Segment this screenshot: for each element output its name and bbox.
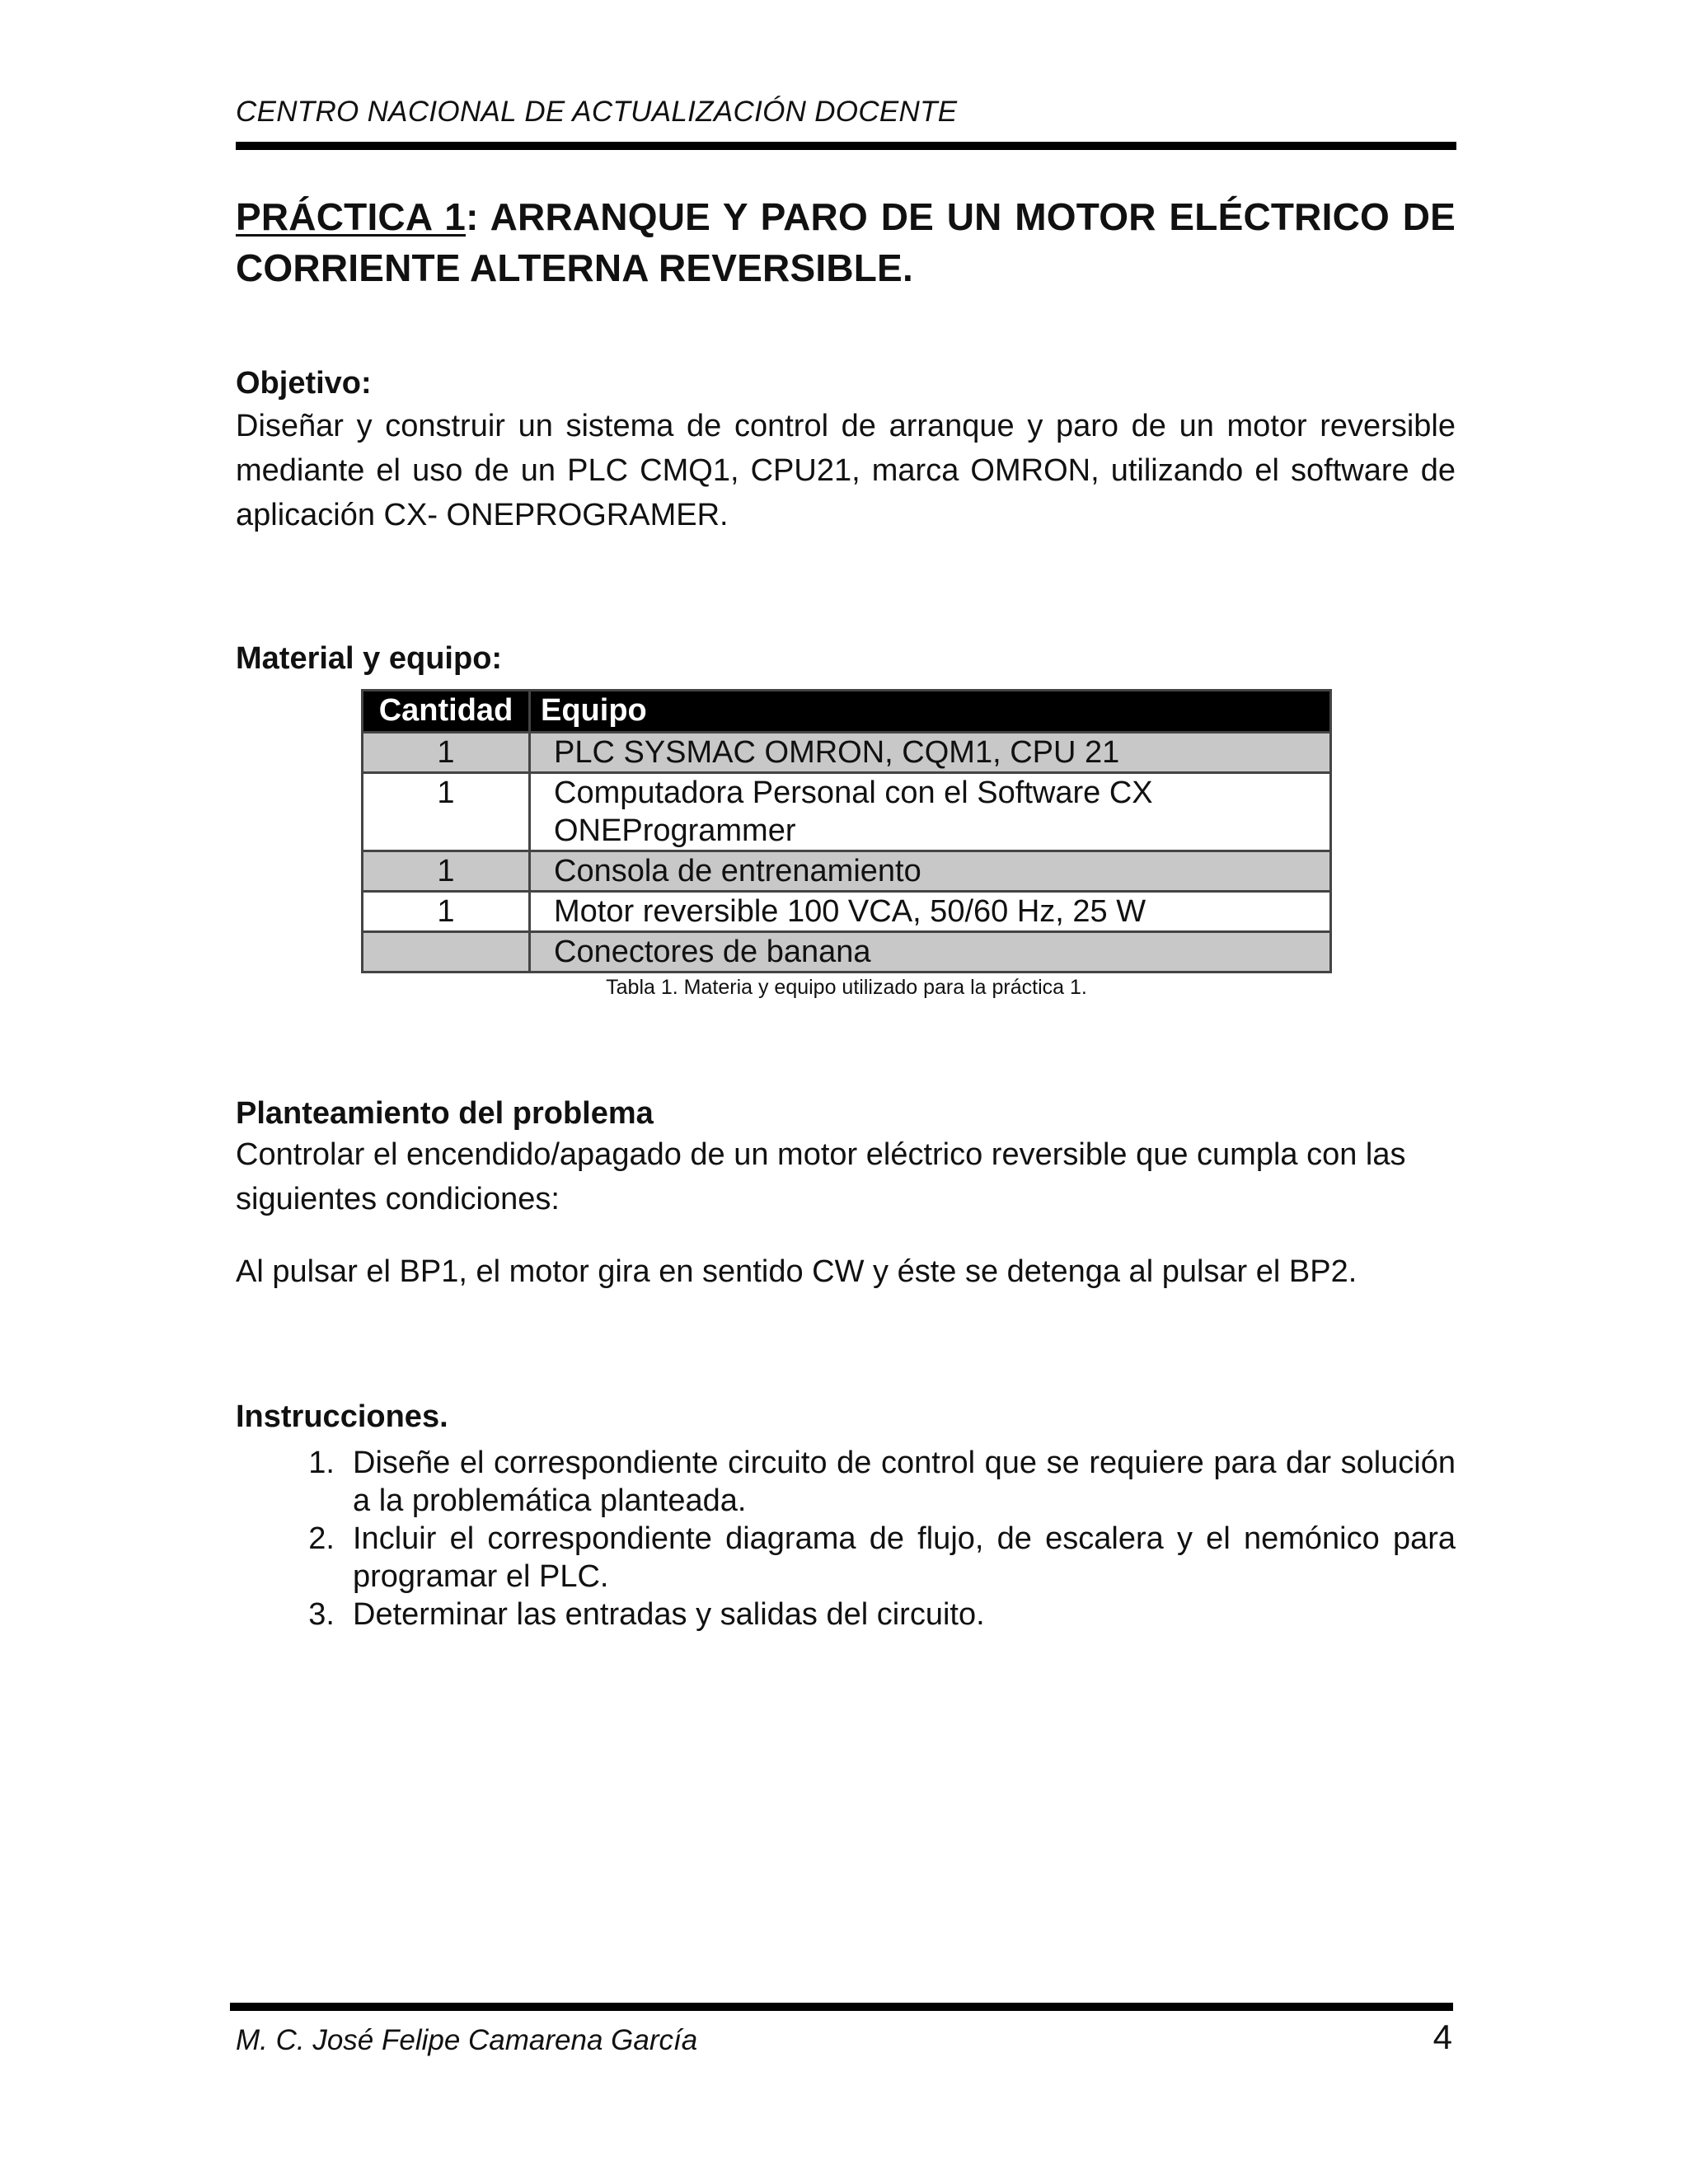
list-item-text: Diseñe el correspondiente circuito de control que se requiere para dar solución a la problemática planteada. <box>353 1446 1456 1518</box>
practice-title-prefix: PRÁCTICA 1 <box>236 195 467 238</box>
list-item <box>236 1444 1456 1520</box>
list-item-number: 1. <box>308 1446 335 1480</box>
table-header-row <box>363 691 1331 733</box>
material-heading: Material y equipo: <box>236 641 503 676</box>
list-item-number: 2. <box>308 1521 335 1556</box>
list-item <box>236 1596 1456 1633</box>
planteamiento-condition: Al pulsar el BP1, el motor gira en sentido CW y éste se detenga al pulsar el BP2. <box>236 1254 1357 1289</box>
instrucciones-heading: Instrucciones. <box>236 1399 448 1434</box>
table-cell-cantidad <box>363 932 530 972</box>
table-cell-cantidad: 1 <box>363 773 530 851</box>
equipment-table <box>361 689 1332 973</box>
table-cell-cantidad: 1 <box>363 892 530 932</box>
table-row <box>363 733 1331 773</box>
practice-title-rest: : ARRANQUE Y PARO DE UN MOTOR ELÉCTRICO DE CORRIENTE ALTERNA REVERSIBLE. <box>236 195 1456 289</box>
table-cell-equipo-line1: Computadora Personal con el Software CX <box>554 776 1153 810</box>
footer-rule <box>230 2003 1453 2011</box>
list-item-number: 3. <box>308 1597 335 1632</box>
table-row <box>363 932 1331 972</box>
page-number: 4 <box>1432 2018 1452 2056</box>
header-rule <box>236 142 1456 150</box>
table-row <box>363 851 1331 892</box>
list-item-text: Determinar las entradas y salidas del circuito. <box>353 1597 985 1632</box>
table-header-equipo: Equipo <box>530 691 1331 733</box>
table-cell-equipo: Motor reversible 100 VCA, 50/60 Hz, 25 W <box>530 892 1331 932</box>
table-cell-cantidad: 1 <box>363 851 530 892</box>
footer-author: M. C. José Felipe Camarena García <box>236 2024 698 2056</box>
list-item-text: Incluir el correspondiente diagrama de flujo, de escalera y el nemónico para programar el PLC. <box>353 1521 1456 1594</box>
table-cell-equipo <box>530 773 1331 851</box>
planteamiento-text: Controlar el encendido/apagado de un motor eléctrico reversible que cumpla con las siguientes condiciones: <box>236 1137 1406 1216</box>
list-item <box>236 1520 1456 1596</box>
table-cell-equipo: Conectores de banana <box>530 932 1331 972</box>
table-row <box>363 892 1331 932</box>
header-institution: CENTRO NACIONAL DE ACTUALIZACIÓN DOCENTE <box>236 96 958 128</box>
table-cell-equipo-line2: ONEProgrammer <box>554 813 796 848</box>
practice-title <box>236 191 1456 293</box>
instructions-list <box>236 1444 1456 1633</box>
objetivo-text: Diseñar y construir un sistema de control de arranque y paro de un motor reversible mediante el uso de un PLC CMQ1, CPU21, marca OMRON, utilizando el software de aplicación CX- ONEPROGRAMER. <box>236 409 1456 532</box>
table-header-cantidad: Cantidad <box>363 691 530 733</box>
objetivo-heading: Objetivo: <box>236 366 372 401</box>
table-cell-equipo: Consola de entrenamiento <box>530 851 1331 892</box>
planteamiento-heading: Planteamiento del problema <box>236 1096 654 1131</box>
table-row <box>363 773 1331 851</box>
table-cell-cantidad: 1 <box>363 733 530 773</box>
table-cell-equipo: PLC SYSMAC OMRON, CQM1, CPU 21 <box>530 733 1331 773</box>
table-caption: Tabla 1. Materia y equipo utilizado para la práctica 1. <box>606 976 1087 999</box>
